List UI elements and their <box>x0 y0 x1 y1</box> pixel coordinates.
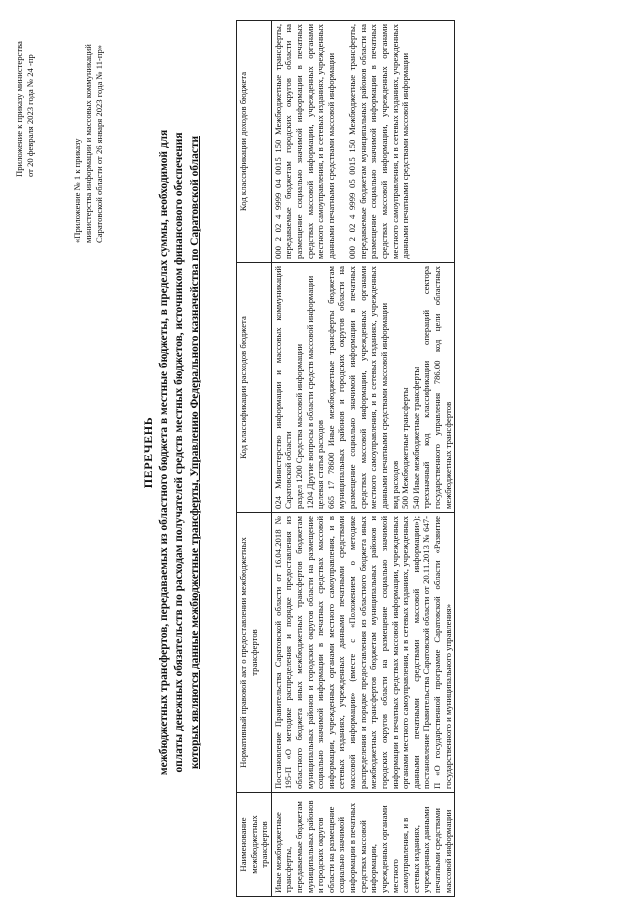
annotation-line: от 20 февраля 2023 года № 24 -пр <box>25 54 36 177</box>
transfers-table <box>236 20 455 897</box>
title-line: оплаты денежных обязательств по расходам получателей средств местных бюджетов, источником финансового обеспечения <box>173 132 186 773</box>
header-expense-code: Код классификации расходов бюджета <box>237 263 272 513</box>
annotation-line: министерства информации и массовых коммуникаций <box>83 44 94 243</box>
cell-revenue-code: 000 2 02 4 9999 04 0015 150 Межбюджетные трансферты, передаваемые бюджетам городских округов области на размещение социально значимой информации в печатных средствах массовой информации, учрежденных органами местного самоуправления, и в сетевых изданиях, учрежденных данными печатными средствами массовой информации 000 2 02 4 9999 05 0015 150 Межбюджетные трансферты, передаваемые бюджетам муниципальных районов области на размещение социально значимой информации в печатных средствах массовой информации, учрежденных органами местного самоуправления, и в сетевых изданиях, учрежденных данными печатными средствами массовой информации <box>271 21 454 263</box>
document-title <box>140 30 204 875</box>
order-annotation <box>14 7 36 177</box>
annotation-line: «Приложение № 1 к приказу <box>72 138 82 243</box>
header-name: Наименование межбюджетных трансфертов <box>237 793 272 897</box>
title-line-underlined: которых являются данные межбюджетные трансферты, Управлению Федерального казначейства по Саратовской области <box>189 135 202 770</box>
annotation-line: Приложение к приказу министерства <box>14 41 24 177</box>
table-row <box>271 21 454 897</box>
title-line: межбюджетных трансфертов, передаваемых из областного бюджета в местные бюджеты, в пределах суммы, необходимой для <box>157 129 170 776</box>
header-revenue-code: Код классификации доходов бюджета <box>237 21 272 263</box>
header-act: Нормативный правовой акт о предоставлении межбюджетных трансфертов <box>237 513 272 793</box>
cell-name: Иные межбюджетные трансферты, передаваемые бюджетам муниципальных районов и городских округов области на размещение социально значимой информации в печатных средствах массовой информации, учрежденных органами местного самоуправления, и в сетевых изданиях, учрежденных данными печатными средствами массовой информации <box>271 793 454 897</box>
appendix-annotation <box>72 3 106 243</box>
annotation-line: Саратовской области от 26 января 2023 года № 11-пр» <box>94 44 105 243</box>
cell-act: Постановление Правительства Саратовской области от 16.04.2018 № 195-П «О методике распределения и порядке предоставления из областного бюджета иных межбюджетных трансфертов бюджетам муниципальных районов и городских округов области на размещение социально значимой информации в печатных средствах массовой информации, учрежденных органами местного самоуправления, и в сетевых изданиях, учрежденных данными печатными средствами массовой информации» (вместе с «Положением о методике распределения и порядке предоставления из областного бюджета иных межбюджетных трансфертов бюджетам муниципальных районов и городских округов области на размещение социально значимой информации в печатных средствах массовой информации, учрежденных органами местного самоуправления, и в сетевых изданиях, учрежденных данными печатными средствами массовой информации»); постановление Правительства Саратовской области от 20.11.2013 № 647-П «О государственной программе Саратовской области «Развитие государственного и муниципального управления» <box>271 513 454 793</box>
table-header-row <box>237 21 272 897</box>
cell-expense-code: 024 Министерство информации и массовых коммуникаций Саратовской области раздел 1200 Средства массовой информации 1204 Другие вопросы в области средств массовой информации целевая статья расходов 665 17 78600 Иные межбюджетные трансферты бюджетам муниципальных районов и городских округов области на размещение социально значимой информации в печатных средствах массовой информации, учрежденных органами местного самоуправления, и в сетевых изданиях, учрежденных данными печатными средствами массовой информации вид расходов 500 Межбюджетные трансферты 540 Иные межбюджетные трансферты трехзначный код классификации операций сектора государственного управления 786.00 код цели областных межбюджетных трансфертов <box>271 263 454 513</box>
title-heading: ПЕРЕЧЕНЬ <box>141 416 155 489</box>
